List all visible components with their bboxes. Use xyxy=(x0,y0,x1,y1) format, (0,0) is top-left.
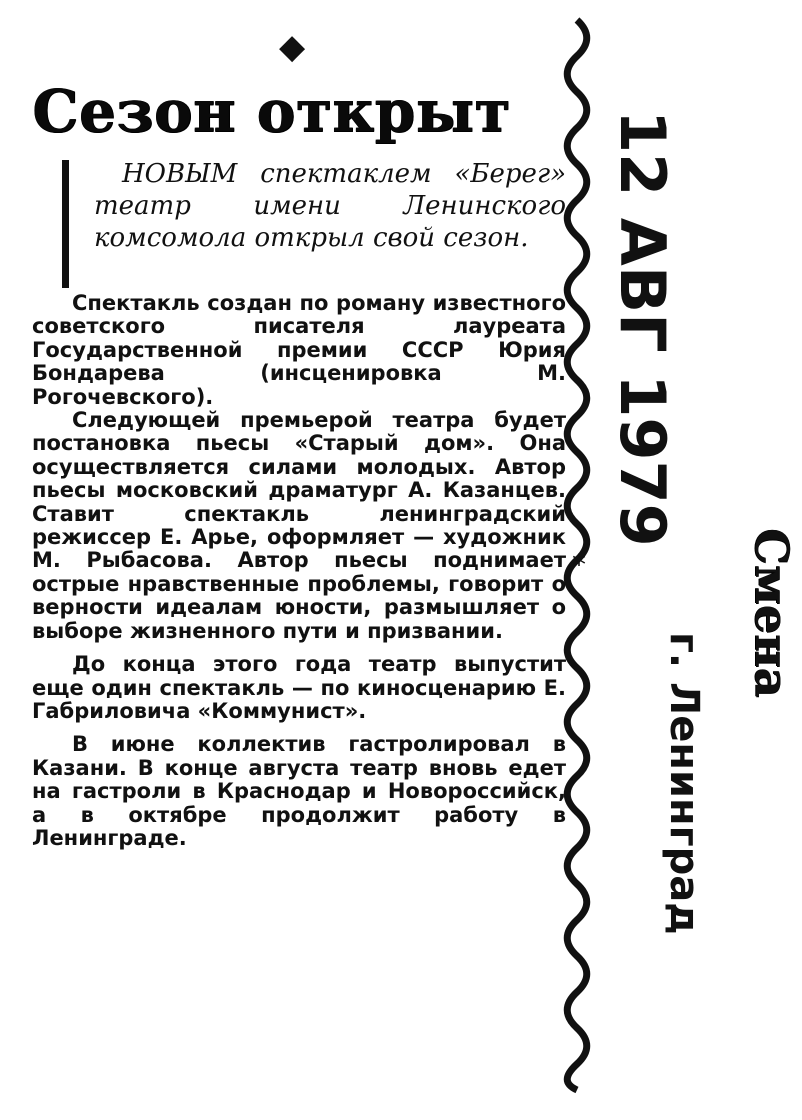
article-headline: Сезон открыт xyxy=(32,77,511,145)
lead-rule xyxy=(62,160,69,288)
article-lead: НОВЫМ спектаклем «Берег» театр имени Ленинского комсомола открыл свой сезон. xyxy=(94,159,566,253)
newspaper-name-stamp: Смена xyxy=(745,528,799,698)
star-mark-icon: * xyxy=(572,548,586,581)
article-body xyxy=(32,292,566,850)
date-stamp: 12 АВГ 1979 xyxy=(606,110,679,547)
body-paragraph: В июне коллектив гастролировал в Казани. В конце августа театр вновь едет на гастроли в Краснодар и Новороссийск, а в октябре продолжит работу в Ленинграде. xyxy=(32,732,566,850)
body-paragraph: Следующей премьерой театра будет постановка пьесы «Старый дом». Она осуществляется силами молодых. Автор пьесы московский драматург А. Казанцев. Ставит спектакль ленинградский режиссер Е. Арье, оформляет — художник М. Рыбасова. Автор пьесы поднимает острые нравственные проблемы, говорит о верности идеалам юности, размышляет о выборе жизненного пути и призвании. xyxy=(32,408,566,643)
body-paragraph: Спектакль создан по роману известного советского писателя лауреата Государственной премии СССР Юрия Бондарева (инсценировка М. Рогочевского). xyxy=(32,291,566,409)
diamond-ornament-icon: ◆ xyxy=(279,27,306,67)
city-stamp: г. Ленинград xyxy=(661,632,707,935)
body-paragraph: До конца этого года театр выпустит еще один спектакль — по киносценарию Е. Габриловича «Коммунист». xyxy=(32,652,566,723)
